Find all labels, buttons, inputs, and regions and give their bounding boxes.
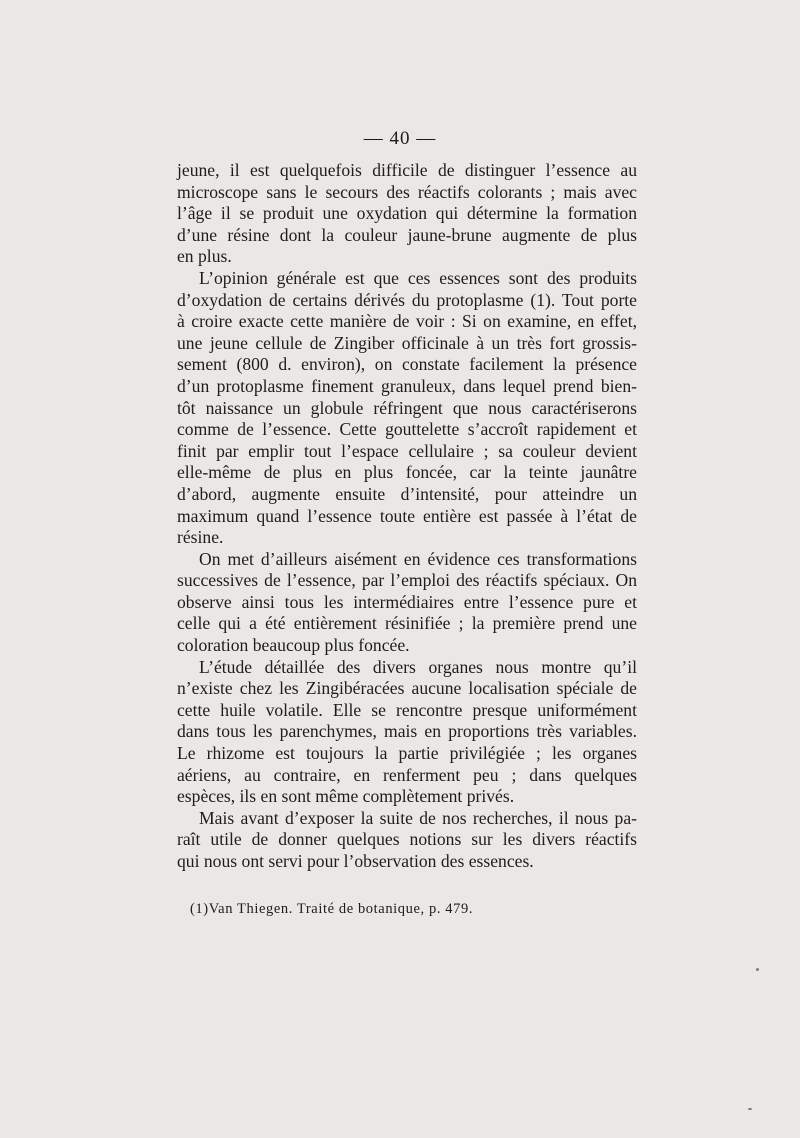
- body-text: [177, 160, 637, 873]
- text-line: celle qui a été entièrement résinifiée ; la première prend une: [177, 613, 637, 634]
- text-line: successives de l’essence, par l’emploi des réactifs spéciaux. On: [177, 570, 637, 591]
- text-line: d’un protoplasme finement granuleux, dans lequel prend bien-: [177, 375, 637, 396]
- text-line: On met d’ailleurs aisément en évidence ces transformations: [199, 548, 637, 569]
- text-line: une jeune cellule de Zingiber officinale à un très fort grossis-: [177, 332, 637, 353]
- text-line: d’oxydation de certains dérivés du protoplasme (1). Tout porte: [177, 289, 637, 310]
- text-line: espèces, ils en sont même complètement privés.: [177, 786, 515, 807]
- text-line: n’existe chez les Zingibéracées aucune localisation spéciale de: [177, 678, 637, 699]
- paper-speck: [748, 1108, 752, 1110]
- text-line: l’âge il se produit une oxydation qui détermine la formation: [177, 203, 637, 224]
- text-line: résine.: [177, 527, 224, 548]
- text-line: cette huile volatile. Elle se rencontre presque uniformément: [177, 699, 637, 720]
- text-line: observe ainsi tous les intermédiaires entre l’essence pure et: [177, 591, 637, 612]
- footnote: (1)Van Thiegen. Traité de botanique, p. 479.: [190, 901, 474, 917]
- text-line: Mais avant d’exposer la suite de nos recherches, il nous pa-: [199, 807, 637, 828]
- text-line: jeune, il est quelquefois difficile de distinguer l’essence au: [177, 160, 637, 180]
- text-line: elle-même de plus en plus foncée, car la teinte jaunâtre: [177, 462, 637, 483]
- text-line: sement (800 d. environ), on constate facilement la présence: [177, 354, 637, 375]
- text-line: en plus.: [177, 246, 232, 267]
- text-line: maximum quand l’essence toute entière est passée à l’état de: [177, 505, 637, 526]
- text-line: microscope sans le secours des réactifs colorants ; mais avec: [177, 181, 637, 202]
- paragraph-4: [177, 657, 637, 808]
- text-line: d’une résine dont la couleur jaune-brune augmente de plus: [177, 224, 637, 245]
- text-line: qui nous ont servi pour l’observation des essences.: [177, 851, 534, 871]
- paragraph-5: [177, 808, 637, 873]
- text-line: d’abord, augmente ensuite d’intensité, pour atteindre un: [177, 483, 637, 504]
- text-line: à croire exacte cette manière de voir : Si on examine, en effet,: [177, 311, 637, 332]
- text-line: L’étude détaillée des divers organes nous montre qu’il: [199, 656, 637, 677]
- text-line: finit par emplir tout l’espace cellulaire ; sa couleur devient: [177, 440, 637, 461]
- paragraph-1: [177, 160, 637, 268]
- text-line: raît utile de donner quelques notions sur les divers réactifs: [177, 829, 637, 850]
- paragraph-2: [177, 268, 637, 549]
- page-number: — 40 —: [363, 128, 437, 149]
- paper-speck: [756, 968, 759, 971]
- text-line: tôt naissance un globule réfringent que nous caractériserons: [177, 397, 637, 418]
- text-line: L’opinion générale est que ces essences sont des produits: [199, 267, 637, 288]
- text-line: Le rhizome est toujours la partie privilégiée ; les organes: [177, 743, 637, 764]
- text-line: coloration beaucoup plus foncée.: [177, 635, 410, 656]
- paragraph-3: [177, 549, 637, 657]
- text-line: comme de l’essence. Cette gouttelette s’accroît rapidement et: [177, 419, 637, 440]
- text-line: dans tous les parenchymes, mais en proportions très variables.: [177, 721, 637, 742]
- text-line: aériens, au contraire, en renferment peu ; dans quelques: [177, 764, 637, 785]
